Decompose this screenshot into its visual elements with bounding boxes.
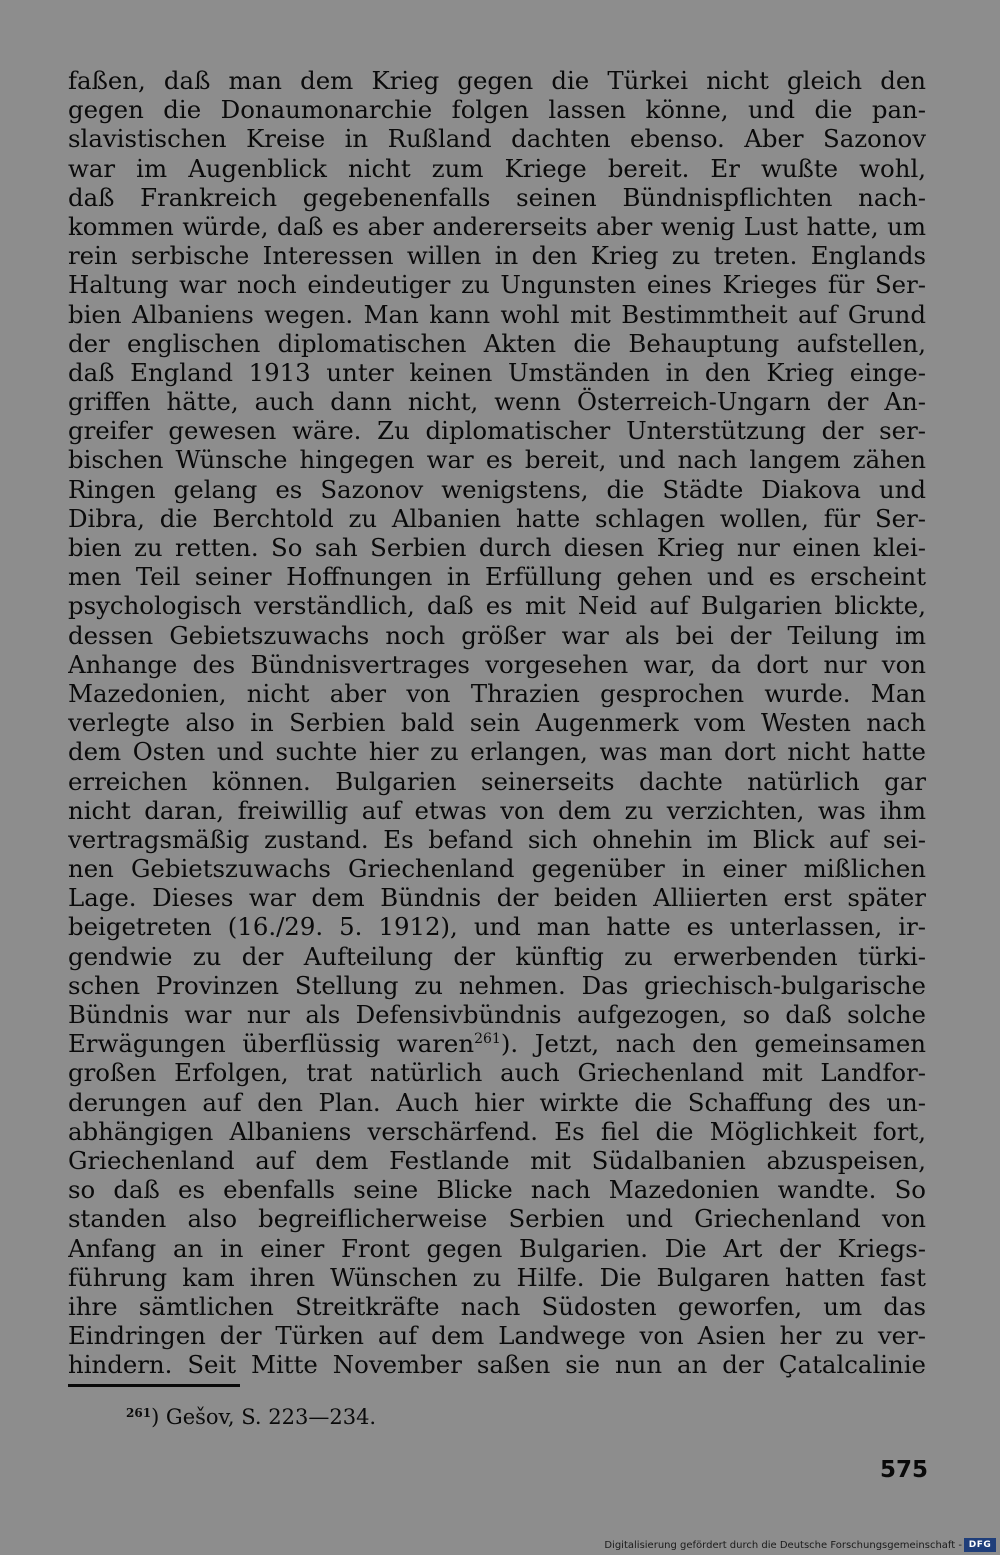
footnote xyxy=(126,1404,376,1430)
text-line: der englischen diplomatischen Akten die Behauptung aufstellen, xyxy=(68,328,926,358)
text-line: hindern. Seit Mitte November saßen sie nun an der Çatalcalinie xyxy=(68,1350,926,1380)
text-line: schen Provinzen Stellung zu nehmen. Das griechisch-bulgarische xyxy=(68,970,926,1000)
text-line: Anfang an in einer Front gegen Bulgarien. Die Art der Kriegs- xyxy=(68,1233,926,1263)
footnote-reference: 261 xyxy=(474,1031,501,1048)
text-line: Ringen gelang es Sazonov wenigstens, die Städte Diakova und xyxy=(68,474,926,504)
text-line: führung kam ihren Wünschen zu Hilfe. Die Bulgaren hatten fast xyxy=(68,1262,926,1292)
text-line: nen Gebietszuwachs Griechenland gegenüber in einer mißlichen xyxy=(68,854,926,884)
footnote-text: ) Gešov, S. 223—234. xyxy=(151,1405,377,1429)
dfg-logo: DFG xyxy=(964,1538,996,1552)
credit-text: Digitalisierung gefördert durch die Deutsche Forschungsgemeinschaft - xyxy=(604,1540,962,1551)
footnote-marker: 261 xyxy=(126,1406,152,1420)
body-text xyxy=(68,66,926,1379)
text-line: faßen, daß man dem Krieg gegen die Türkei nicht gleich den xyxy=(68,66,926,95)
text-line: dem Osten und suchte hier zu erlangen, was man dort nicht hatte xyxy=(68,737,926,767)
text-line: greifer gewesen wäre. Zu diplomatischer Unterstützung der ser- xyxy=(68,416,926,446)
text-line: griffen hätte, auch dann nicht, wenn Österreich-Ungarn der An- xyxy=(68,387,926,417)
text-line: Griechenland auf dem Festlande mit Südalbanien abzuspeisen, xyxy=(68,1145,926,1175)
text-line: verlegte also in Serbien bald sein Augenmerk vom Westen nach xyxy=(68,708,926,738)
page-number: 575 xyxy=(879,1457,928,1483)
text-line: war im Augenblick nicht zum Kriege bereit. Er wußte wohl, xyxy=(68,153,926,183)
text-line: Eindringen der Türken auf dem Landwege von Asien her zu ver- xyxy=(68,1321,926,1351)
text-line: so daß es ebenfalls seine Blicke nach Mazedonien wandte. So xyxy=(68,1175,926,1205)
text-line: erreichen können. Bulgarien seinerseits dachte natürlich gar xyxy=(68,766,926,796)
text-line: gegen die Donaumonarchie folgen lassen könne, und die pan- xyxy=(68,95,926,125)
text-line: Anhange des Bündnisvertrages vorgesehen war, da dort nur von xyxy=(68,649,926,679)
text-line: Lage. Dieses war dem Bündnis der beiden Alliierten erst später xyxy=(68,883,926,913)
text-line: gendwie zu der Aufteilung der künftig zu erwerbenden türki- xyxy=(68,941,926,971)
footnote-separator xyxy=(68,1384,240,1387)
digitization-credit xyxy=(0,1533,1000,1555)
text-line: Dibra, die Berchtold zu Albanien hatte schlagen wollen, für Ser- xyxy=(68,503,926,533)
text-line-with-footnote-ref xyxy=(68,1029,926,1058)
text-line: Haltung war noch eindeutiger zu Ungunsten eines Krieges für Ser- xyxy=(68,270,926,300)
text-line: men Teil seiner Hoffnungen in Erfüllung gehen und es erscheint xyxy=(68,562,926,592)
text-line: beigetreten (16./29. 5. 1912), und man hatte es unterlassen, ir- xyxy=(68,912,926,942)
text-line: abhängigen Albaniens verschärfend. Es fiel die Möglichkeit fort, xyxy=(68,1116,926,1146)
text-line: Bündnis war nur als Defensivbündnis aufgezogen, so daß solche xyxy=(68,1000,926,1029)
text-line: dessen Gebietszuwachs noch größer war als bei der Teilung im xyxy=(68,620,926,650)
text-line: daß England 1913 unter keinen Umständen in den Krieg einge- xyxy=(68,357,926,387)
text-line: derungen auf den Plan. Auch hier wirkte die Schaffung des un- xyxy=(68,1087,926,1117)
text-line-end: ). Jetzt, nach den gemeinsamen xyxy=(500,1029,926,1059)
text-line: psychologisch verständlich, daß es mit Neid auf Bulgarien blickte, xyxy=(68,591,926,621)
text-line: ihre sämtlichen Streitkräfte nach Südosten geworfen, um das xyxy=(68,1291,926,1321)
text-line-start: Erwägungen überflüssig waren xyxy=(68,1029,475,1059)
text-line: bien zu retten. So sah Serbien durch diesen Krieg nur einen klei- xyxy=(68,533,926,562)
text-line: kommen würde, daß es aber andererseits aber wenig Lust hatte, um xyxy=(68,211,926,241)
text-line: vertragsmäßig zustand. Es befand sich ohnehin im Blick auf sei- xyxy=(68,824,926,854)
text-line: nicht daran, freiwillig auf etwas von dem zu verzichten, was ihm xyxy=(68,795,926,825)
text-line: bischen Wünsche hingegen war es bereit, und nach langem zähen xyxy=(68,445,926,475)
text-line: Mazedonien, nicht aber von Thrazien gesprochen wurde. Man xyxy=(68,678,926,708)
text-line: rein serbische Interessen willen in den Krieg zu treten. Englands xyxy=(68,241,926,271)
text-line: bien Albaniens wegen. Man kann wohl mit Bestimmtheit auf Grund xyxy=(68,299,926,329)
text-line: standen also begreiflicherweise Serbien und Griechenland von xyxy=(68,1204,926,1234)
text-line: slavistischen Kreise in Rußland dachten ebenso. Aber Sazonov xyxy=(68,124,926,154)
text-line: daß Frankreich gegebenenfalls seinen Bündnispflichten nach- xyxy=(68,182,926,212)
text-line: großen Erfolgen, trat natürlich auch Griechenland mit Landfor- xyxy=(68,1058,926,1088)
